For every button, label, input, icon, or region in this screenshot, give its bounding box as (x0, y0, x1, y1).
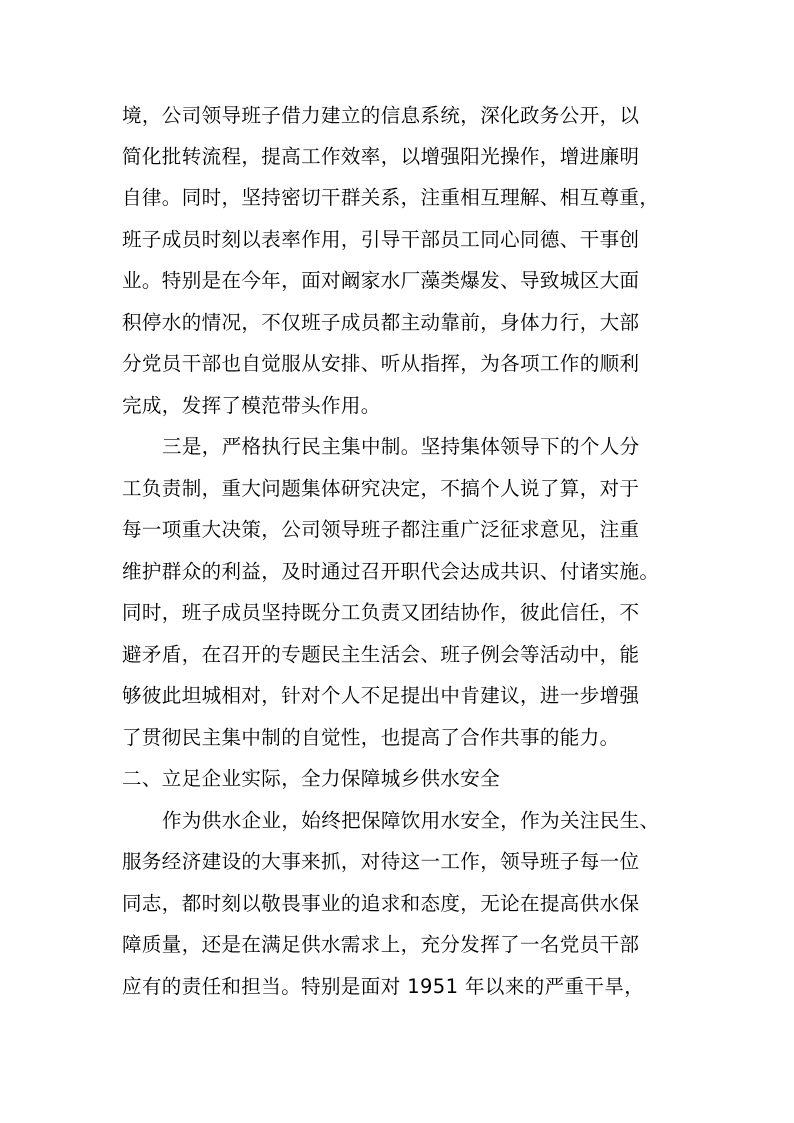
section-heading: 二、立足企业实际，全力保障城乡供水安全 (122, 767, 501, 790)
paragraph-line: 积停水的情况，不仅班子成员都主动靠前，身体力行，大部 (122, 311, 640, 334)
paragraph-line: 障质量，还是在满足供水需求上，充分发挥了一名党员干部 (122, 933, 640, 956)
paragraph-line: 完成，发挥了模范带头作用。 (122, 394, 381, 417)
paragraph-line: 每一项重大决策，公司领导班子都注重广泛征求意见，注重 (122, 518, 640, 541)
paragraph-line: 应有的责任和担当。特别是面对 1951 年以来的严重干旱， (122, 975, 645, 998)
paragraph-line: 班子成员时刻以表率作用，引导干部员工同心同德、干事创 (122, 228, 640, 251)
paragraph-line: 简化批转流程，提高工作效率，以增强阳光操作，增进廉明 (122, 145, 640, 168)
paragraph-line: 自律。同时，坚持密切干群关系，注重相互理解、相互尊重， (122, 186, 660, 209)
paragraph-line: 避矛盾，在召开的专题民主生活会、班子例会等活动中，能 (122, 643, 640, 666)
paragraph-line: 维护群众的利益，及时通过召开职代会达成共识、付诸实施。 (122, 560, 660, 583)
paragraph-line: 够彼此坦城相对，针对个人不足提出中肯建议，进一步增强 (122, 684, 640, 707)
paragraph-first-line: 三是，严格执行民主集中制。坚持集体领导下的个人分 (162, 435, 640, 458)
paragraph-line: 服务经济建设的大事来抓，对待这一工作，领导班子每一位 (122, 850, 640, 873)
paragraph-line: 境，公司领导班子借力建立的信息系统，深化政务公开，以 (122, 104, 640, 127)
paragraph-line: 工负责制，重大问题集体研究决定，不搞个人说了算，对于 (122, 477, 640, 500)
paragraph-line: 业。特别是在今年，面对阚家水厂藻类爆发、导致城区大面 (122, 269, 640, 292)
paragraph-line: 同志，都时刻以敬畏事业的追求和态度，无论在提高供水保 (122, 892, 640, 915)
paragraph-line: 同时，班子成员坚持既分工负责又团结协作，彼此信任，不 (122, 601, 640, 624)
paragraph-line: 了贯彻民主集中制的自觉性，也提高了合作共事的能力。 (122, 726, 620, 749)
paragraph-line: 分党员干部也自觉服从安排、听从指挥，为各项工作的顺利 (122, 352, 640, 375)
paragraph-first-line: 作为供水企业，始终把保障饮用水安全，作为关注民生、 (162, 809, 660, 832)
